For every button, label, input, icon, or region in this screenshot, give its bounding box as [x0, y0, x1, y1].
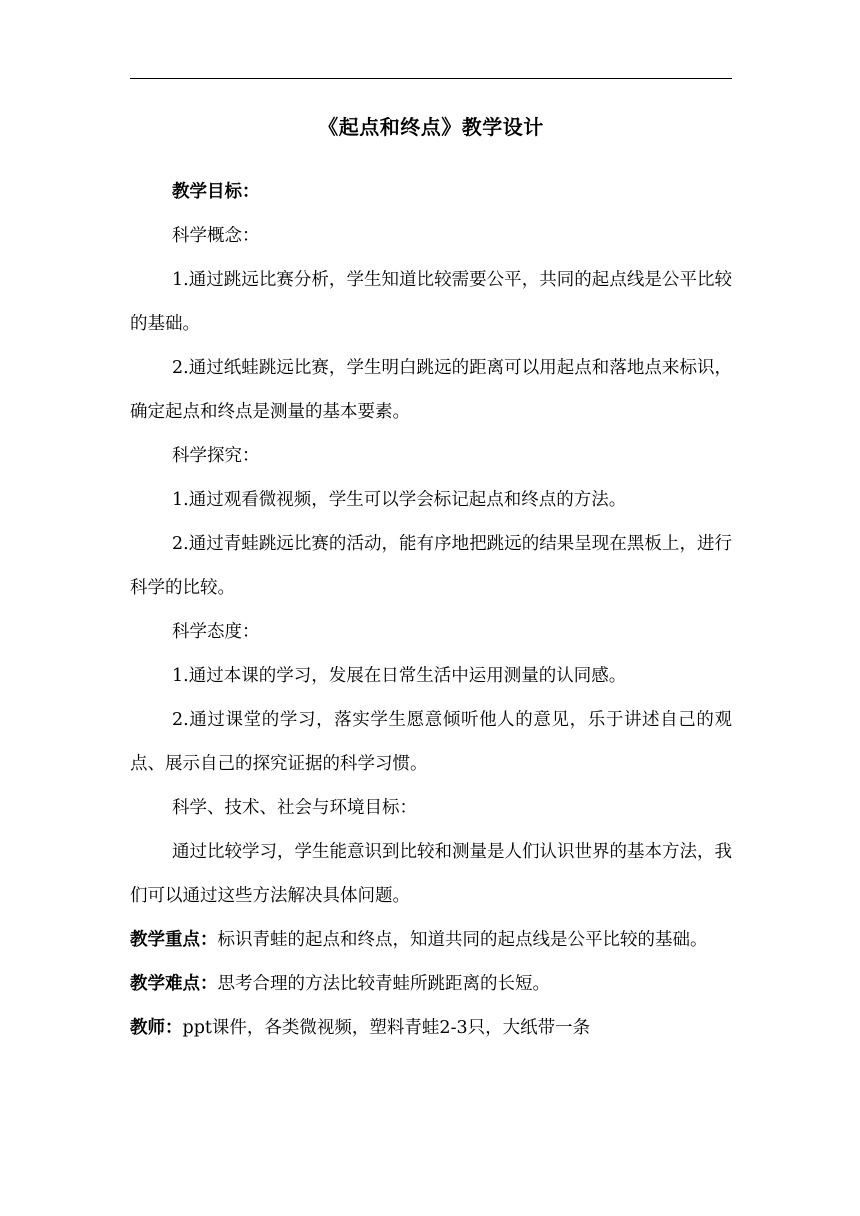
- header-rule: [130, 78, 732, 79]
- science-inquiry-item: 2.通过青蛙跳远比赛的活动，能有序地把跳远的结果呈现在黑板上，进行科学的比较。: [130, 534, 732, 598]
- document-body: [130, 170, 732, 1050]
- science-concept-item: 1.通过跳远比赛分析，学生知道比较需要公平，共同的起点线是公平比较的基础。: [130, 270, 732, 334]
- difficult-point-text: 思考合理的方法比较青蛙所跳距离的长短。: [217, 974, 550, 994]
- science-attitude-heading: 科学态度：: [172, 622, 260, 642]
- science-concept-heading: 科学概念：: [172, 226, 260, 246]
- teacher-materials: [130, 1006, 732, 1050]
- key-point-text: 标识青蛙的起点和终点，知道共同的起点线是公平比较的基础。: [217, 930, 708, 950]
- difficult-point-label: 教学难点：: [130, 974, 218, 994]
- science-inquiry-item: 1.通过观看微视频，学生可以学会标记起点和终点的方法。: [172, 490, 627, 510]
- science-concept-item: 2.通过纸蛙跳远比赛，学生明白跳远的距离可以用起点和落地点来标识，确定起点和终点是测量的基本要素。: [130, 358, 732, 422]
- objectives-heading: 教学目标：: [172, 182, 260, 202]
- difficult-point: [130, 962, 732, 1006]
- science-inquiry-heading: 科学探究：: [172, 446, 260, 466]
- teacher-text: ppt课件，各类微视频，塑料青蛙2-3只，大纸带一条: [182, 1018, 591, 1038]
- teacher-label: 教师：: [130, 1018, 183, 1038]
- science-attitude-item: 1.通过本课的学习，发展在日常生活中运用测量的认同感。: [172, 666, 627, 686]
- stse-text: 通过比较学习，学生能意识到比较和测量是人们认识世界的基本方法，我们可以通过这些方法解决具体问题。: [130, 842, 732, 906]
- stse-heading: 科学、技术、社会与环境目标：: [172, 798, 417, 818]
- key-point: [130, 918, 732, 962]
- key-point-label: 教学重点：: [130, 930, 218, 950]
- document-title: 《起点和终点》教学设计: [318, 115, 544, 139]
- science-attitude-item: 2.通过课堂的学习，落实学生愿意倾听他人的意见，乐于讲述自己的观点、展示自己的探究证据的科学习惯。: [130, 710, 732, 774]
